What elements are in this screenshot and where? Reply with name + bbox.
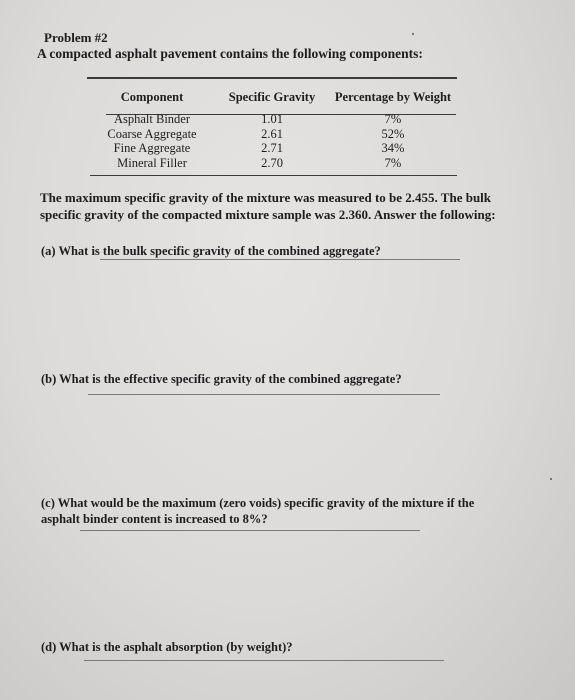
- question-b: (b) What is the effective specific gravity of the combined aggregate?: [41, 372, 402, 386]
- problem-title: Problem #2: [44, 30, 108, 45]
- table-row: [92, 156, 454, 171]
- cell-specific-gravity: 1.01: [261, 112, 283, 126]
- table-row: [92, 127, 454, 142]
- question-d-underline: [84, 660, 444, 661]
- table-row: [92, 141, 454, 156]
- question-a: (a) What is the bulk specific gravity of the combined aggregate?: [41, 244, 381, 258]
- stray-mark: [550, 478, 552, 480]
- header-component: Component: [120, 90, 184, 104]
- cell-specific-gravity: 2.70: [261, 155, 283, 170]
- question-b-underline: [88, 394, 440, 395]
- stray-mark: [412, 33, 414, 35]
- question-c: (c) What would be the maximum (zero voids) specific gravity of the mixture if the asphalt binder content is increased to 8%?: [41, 496, 475, 526]
- cell-component: Asphalt Binder: [113, 112, 191, 126]
- components-table: [92, 82, 454, 170]
- cell-specific-gravity: 2.71: [261, 141, 283, 155]
- table-top-rule: [87, 77, 457, 79]
- table-header-row: [92, 82, 454, 112]
- table-bottom-rule: [90, 175, 457, 176]
- cell-percentage: 34%: [381, 141, 405, 155]
- cell-component: Coarse Aggregate: [107, 126, 197, 141]
- cell-percentage: 7%: [384, 112, 402, 126]
- cell-component: Fine Aggregate: [113, 141, 191, 155]
- table-row: [92, 112, 454, 127]
- question-a-underline: [100, 259, 460, 260]
- cell-component: Mineral Filler: [117, 155, 187, 170]
- header-specific-gravity: Specific Gravity: [228, 90, 316, 104]
- header-percentage: Percentage by Weight: [334, 90, 452, 104]
- problem-paragraph: The maximum specific gravity of the mixture was measured to be 2.455. The bulk specific gravity of the compacted mixture sample was 2.360. Answer the following:: [40, 190, 496, 222]
- intro-text: A compacted asphalt pavement contains the following components:: [37, 46, 423, 61]
- question-d: (d) What is the asphalt absorption (by weight)?: [41, 640, 293, 654]
- cell-percentage: 52%: [381, 126, 405, 141]
- cell-specific-gravity: 2.61: [261, 126, 283, 141]
- question-c-underline: [80, 530, 420, 531]
- cell-percentage: 7%: [384, 155, 402, 170]
